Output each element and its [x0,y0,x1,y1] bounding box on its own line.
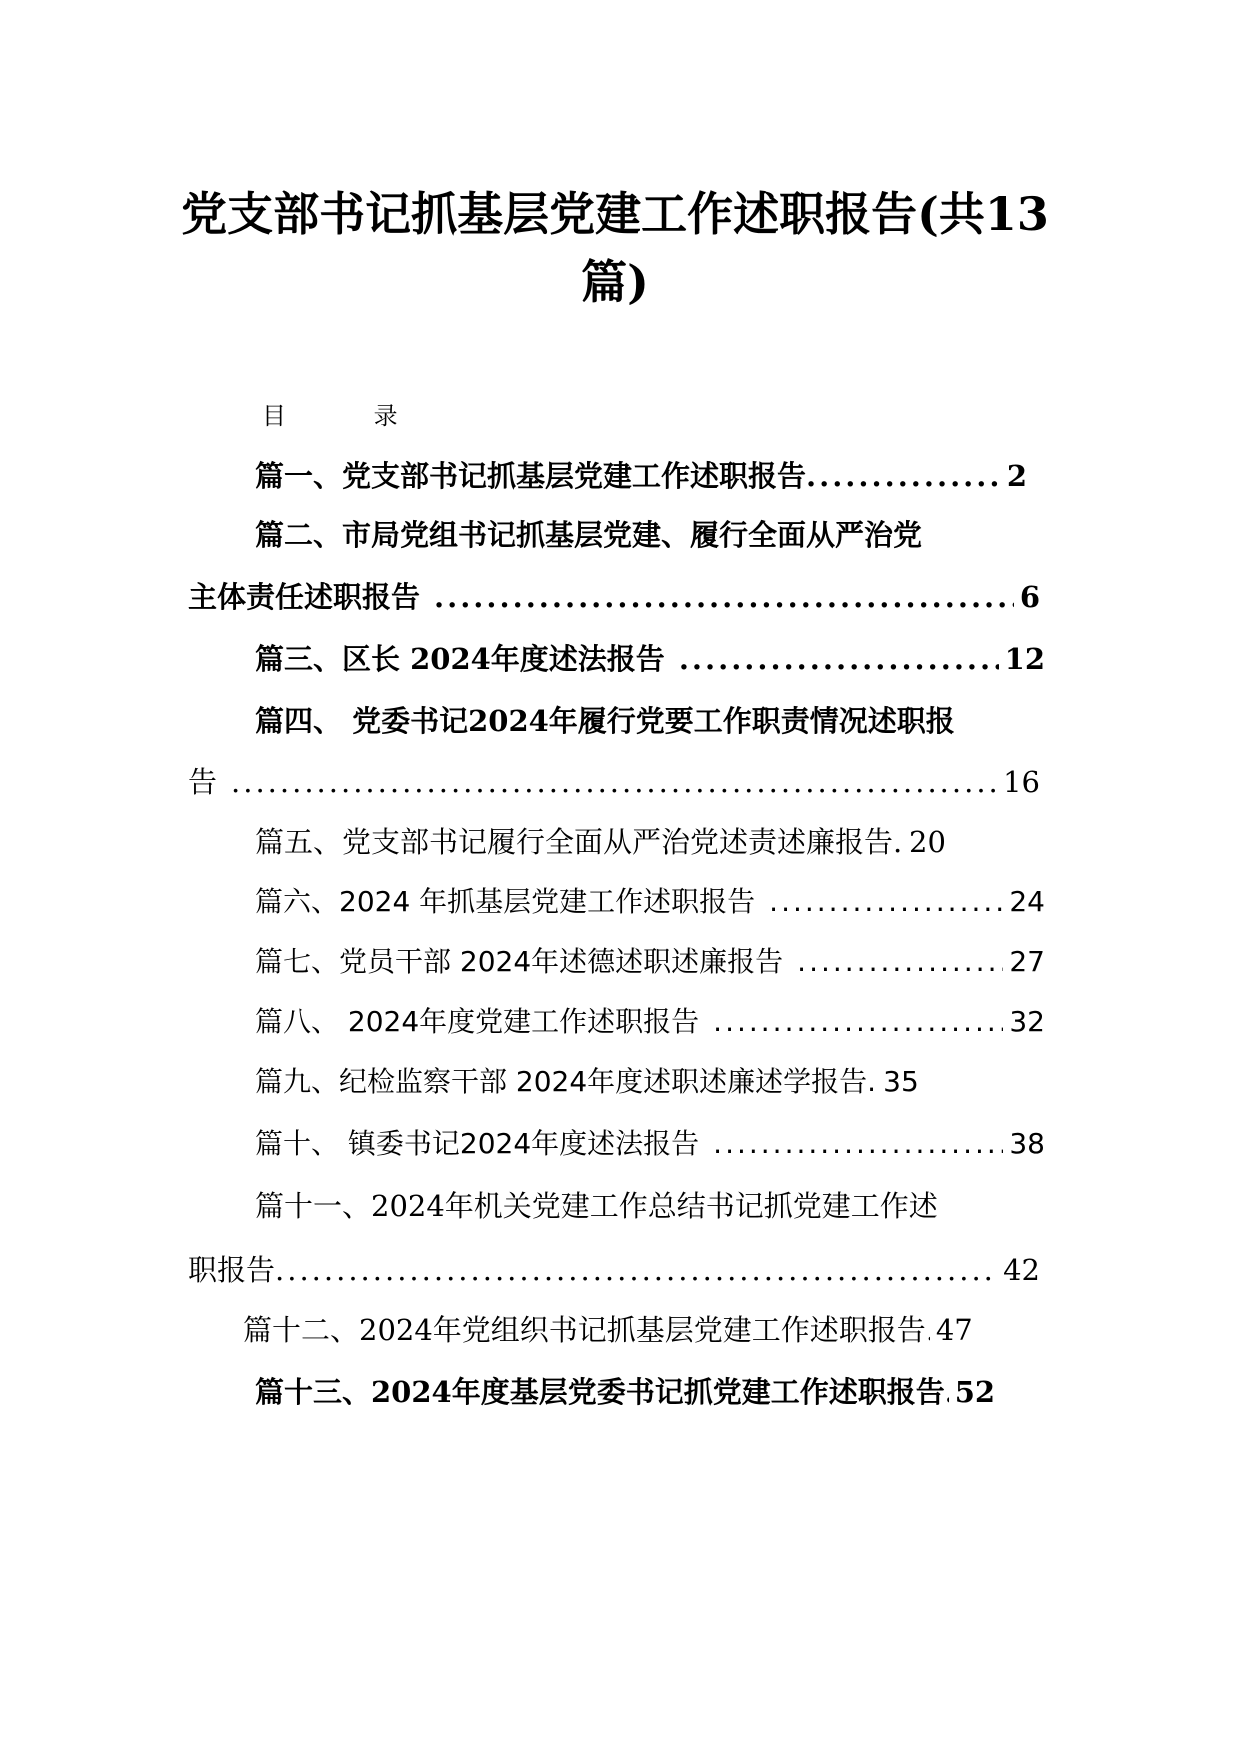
toc-page-number: 6 [1019,580,1040,614]
toc-entry-label: 职报告 [188,1253,276,1287]
toc-page-number: 38 [1009,1127,1045,1160]
toc-entry-4-line1[interactable]: 篇四、 党委书记2024年履行党要工作职责情况述职报 [255,704,955,738]
toc-leader [699,1120,1003,1168]
toc-entry-label: 篇十、 镇委书记2024年度述法报告 [255,1127,700,1160]
toc-entry-label: 告 [188,765,218,799]
toc-entry-6[interactable] [255,878,1045,926]
toc-entry-9[interactable] [255,1058,1045,1106]
toc-leader [699,998,1003,1046]
toc-entry-label: 篇五、党支部书记履行全面从严治党述责述廉报告 [255,825,894,859]
toc-entry-13[interactable] [255,1368,1085,1416]
toc-entry-11[interactable] [188,1246,1040,1294]
toc-page-number: 2 [1006,459,1027,493]
toc-entry-1[interactable] [255,452,1027,500]
toc-leader [867,1058,877,1106]
toc-leader [783,938,1003,986]
toc-entry-label: 篇九、纪检监察干部 2024年度述职述廉述学报告 [255,1065,868,1098]
toc-leader [806,452,1001,500]
toc-leader [275,1246,997,1294]
toc-leader [893,818,903,866]
toc-page-number: 16 [1003,765,1040,799]
toc-page-number: 12 [1004,642,1045,676]
toc-page-number: 32 [1009,1005,1045,1038]
toc-leader [420,573,1014,621]
toc-entry-label: 篇十三、2024年度基层党委书记抓党建工作述职报告 [255,1375,945,1409]
toc-entry-label: 篇三、区长 2024年度述法报告 [255,642,665,676]
toc-heading: 目 录 [262,402,438,430]
document-title: 党支部书记抓基层党建工作述职报告(共13篇) [181,187,1049,309]
toc-page-number: 47 [935,1313,973,1347]
toc-entry-8[interactable] [255,998,1045,1046]
toc-page-number: 35 [883,1065,919,1098]
toc-entry-12[interactable] [243,1306,1073,1354]
toc-entry-label: 篇八、 2024年度党建工作述职报告 [255,1005,700,1038]
toc-entry-3[interactable] [255,635,1045,683]
toc-entry-label: 篇七、党员干部 2024年述德述职述廉报告 [255,945,784,978]
toc-page-number: 24 [1009,885,1045,918]
toc-entry-label: 主体责任述职报告 [188,580,421,614]
toc-leader [755,878,1003,926]
toc-entry-2[interactable] [188,573,1040,621]
toc-entry-5[interactable] [255,818,1045,866]
toc-page-number: 42 [1003,1253,1040,1287]
toc-page-number: 52 [954,1375,996,1409]
toc-entry-label: 篇六、2024 年抓基层党建工作述职报告 [255,885,756,918]
toc-entry-11-line1[interactable]: 篇十一、2024年机关党建工作总结书记抓党建工作述 [255,1189,938,1223]
toc-entry-7[interactable] [255,938,1045,986]
toc-entry-label: 篇十二、2024年党组织书记抓基层党建工作述职报告 [243,1313,926,1347]
toc-page-number: 27 [1009,945,1045,978]
toc-entry-10[interactable] [255,1120,1045,1168]
toc-entry-4[interactable] [188,758,1040,806]
toc-entry-2-line1[interactable]: 篇二、市局党组书记抓基层党建、履行全面从严治党 [255,518,923,552]
toc-leader [217,758,997,806]
toc-page-number: 20 [909,825,946,859]
toc-leader [665,635,999,683]
toc-entry-label: 篇一、党支部书记抓基层党建工作述职报告 [255,459,807,493]
